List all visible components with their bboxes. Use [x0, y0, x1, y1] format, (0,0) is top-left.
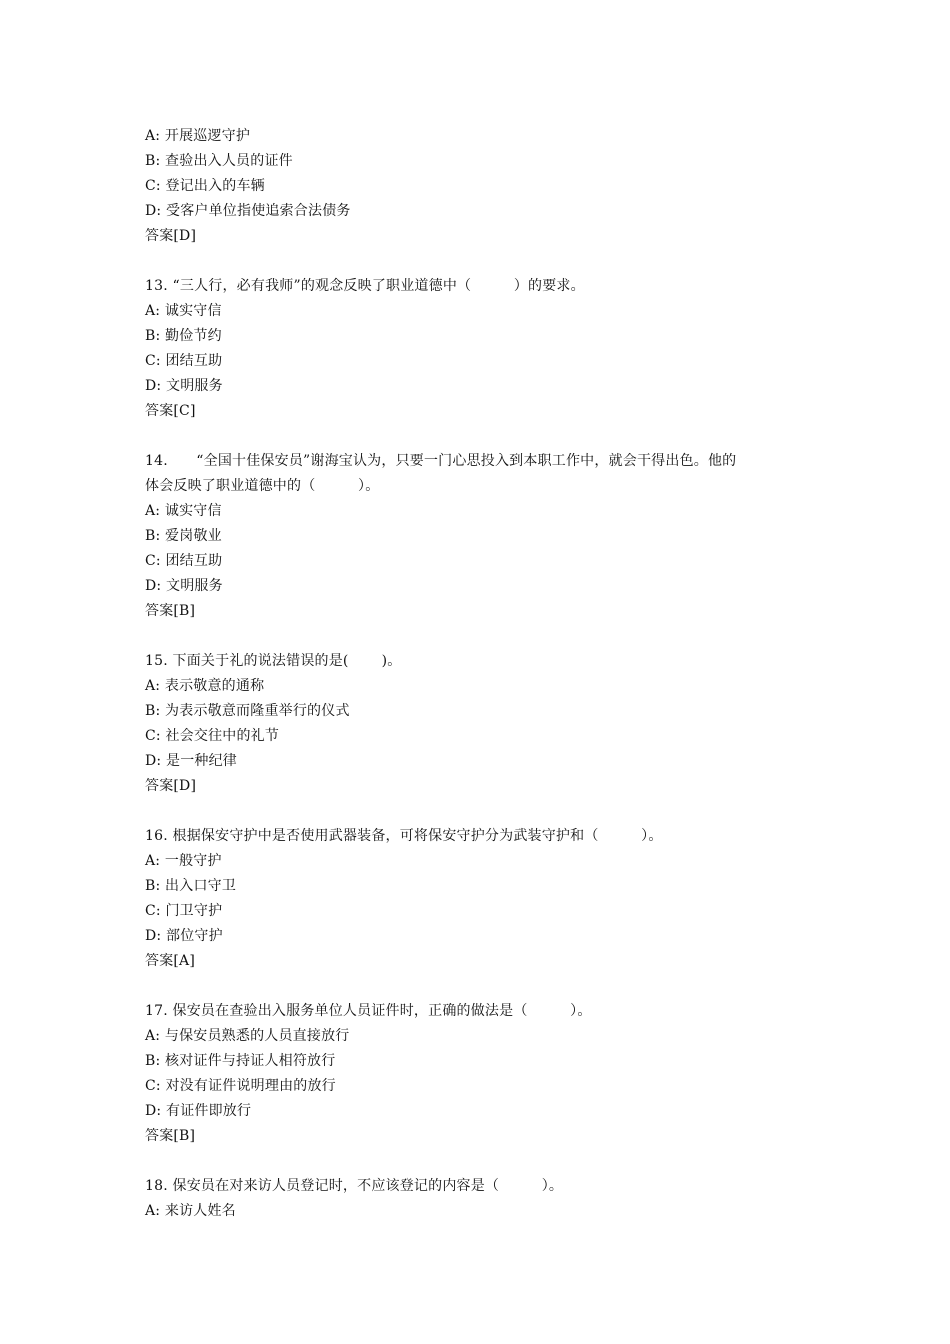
spacer [145, 799, 810, 824]
option-c: C: 门卫守护 [145, 903, 223, 919]
spacer [145, 424, 810, 449]
answer-line: 答案[A] [145, 953, 196, 969]
question-block-12 [145, 124, 810, 249]
option-a: A: 与保安员熟悉的人员直接放行 [145, 1028, 350, 1044]
question-block-16 [145, 824, 810, 974]
question-block-14 [145, 449, 810, 624]
option-c: C: 登记出入的车辆 [145, 178, 265, 194]
option-c: C: 社会交往中的礼节 [145, 728, 280, 744]
answer-line: 答案[D] [145, 228, 197, 244]
question-text: 14. “全国十佳保安员”谢海宝认为，只要一门心思投入到本职工作中，就会干得出色。他的 体会反映了职业道德中的（ ）。 [145, 453, 737, 494]
question-text: 15. 下面关于礼的说法错误的是( )。 [145, 653, 402, 669]
option-a: A: 一般守护 [145, 853, 222, 869]
question-block-18 [145, 1174, 810, 1224]
answer-line: 答案[B] [145, 603, 196, 619]
option-b: B: 核对证件与持证人相符放行 [145, 1053, 336, 1069]
question-block-17 [145, 999, 810, 1149]
option-c: C: 团结互助 [145, 353, 223, 369]
option-a: A: 来访人姓名 [145, 1203, 236, 1219]
option-a: A: 表示敬意的通称 [145, 678, 265, 694]
option-a: A: 开展巡逻守护 [145, 128, 251, 144]
spacer [145, 624, 810, 649]
document-content [145, 124, 810, 1224]
option-d: D: 部位守护 [145, 928, 223, 944]
option-d: D: 受客户单位指使追索合法债务 [145, 203, 351, 219]
option-b: B: 查验出入人员的证件 [145, 153, 293, 169]
question-text: 16. 根据保安守护中是否使用武器装备，可将保安守护分为武装守护和（ ）。 [145, 828, 663, 844]
option-b: B: 勤俭节约 [145, 328, 222, 344]
option-d: D: 文明服务 [145, 378, 223, 394]
question-text: 17. 保安员在查验出入服务单位人员证件时，正确的做法是（ ）。 [145, 1003, 592, 1019]
option-d: D: 有证件即放行 [145, 1103, 252, 1119]
option-d: D: 文明服务 [145, 578, 223, 594]
answer-line: 答案[C] [145, 403, 196, 419]
option-b: B: 爱岗敬业 [145, 528, 222, 544]
spacer [145, 249, 810, 274]
question-text: 18. 保安员在对来访人员登记时，不应该登记的内容是（ ）。 [145, 1178, 564, 1194]
option-c: C: 对没有证件说明理由的放行 [145, 1078, 336, 1094]
question-block-13 [145, 274, 810, 424]
answer-line: 答案[D] [145, 778, 197, 794]
spacer [145, 1149, 810, 1174]
option-d: D: 是一种纪律 [145, 753, 237, 769]
option-a: A: 诚实守信 [145, 303, 222, 319]
option-c: C: 团结互助 [145, 553, 223, 569]
option-a: A: 诚实守信 [145, 503, 222, 519]
spacer [145, 974, 810, 999]
question-block-15 [145, 649, 810, 799]
question-text: 13. “三人行，必有我师”的观念反映了职业道德中（ ）的要求。 [145, 278, 585, 294]
answer-line: 答案[B] [145, 1128, 196, 1144]
option-b: B: 为表示敬意而隆重举行的仪式 [145, 703, 350, 719]
option-b: B: 出入口守卫 [145, 878, 237, 894]
